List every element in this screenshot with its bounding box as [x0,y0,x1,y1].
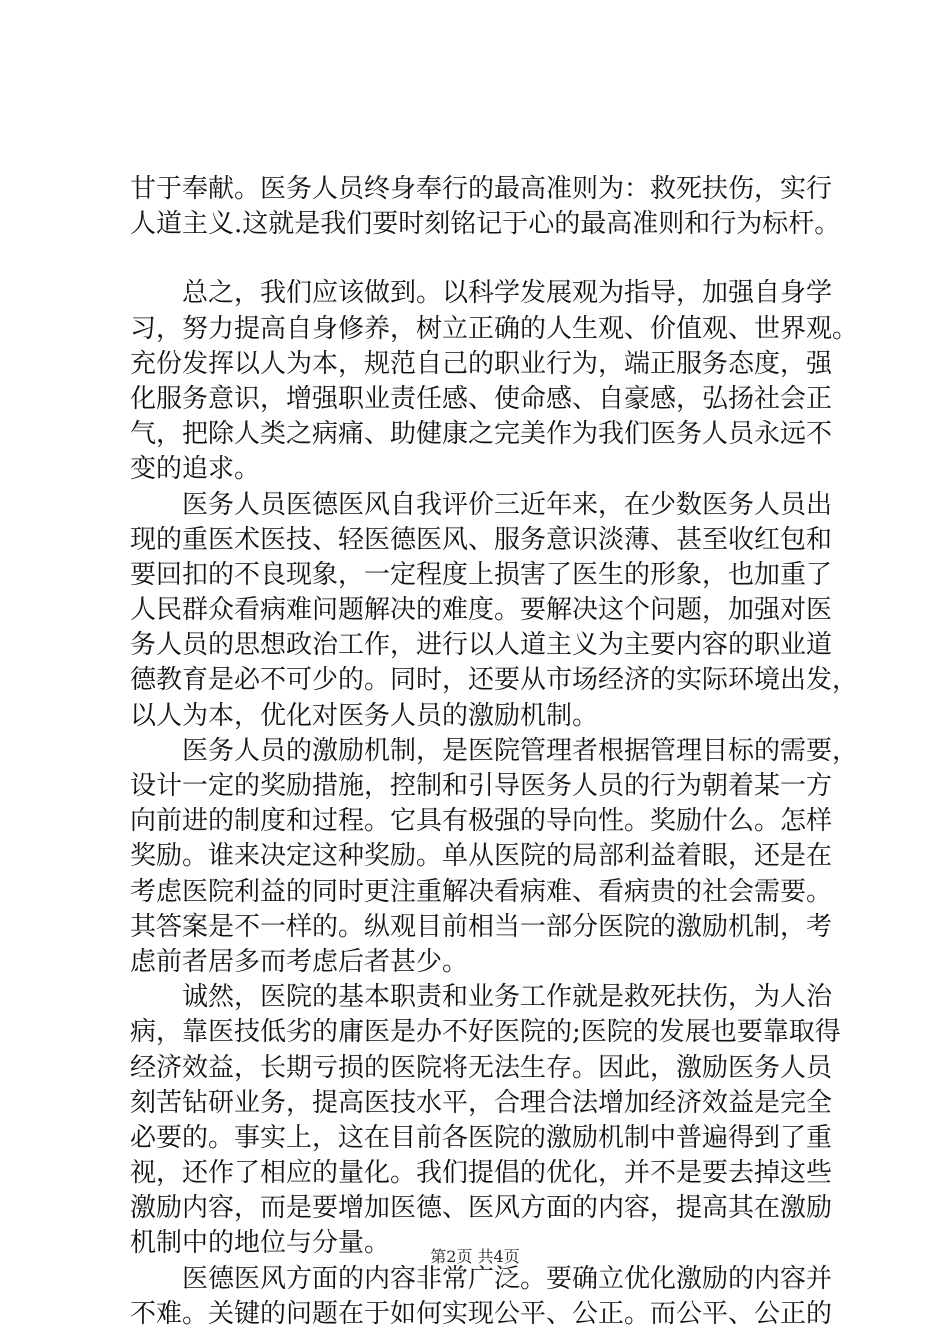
text-line: 激励内容，而是要增加医德、医风方面的内容，提高其在激励 [130,1193,833,1224]
text-line: 诚然，医院的基本职责和业务工作就是救死扶伤，为人治 [130,982,833,1013]
text-line: 充份发挥以人为本，规范自己的职业行为，端正服务态度，强 [130,348,833,379]
text-line: 气，把除人类之病痛、助健康之完美作为我们医务人员永远不 [130,419,833,450]
text-line: 要回扣的不良现象，一定程度上损害了医生的形象，也加重了 [130,559,833,590]
text-line: 病，靠医技低劣的庸医是办不好医院的;医院的发展也要靠取得 [130,1017,841,1048]
paragraph-gap [130,242,830,276]
paragraph [130,980,841,1262]
paragraph [130,734,859,980]
paragraph [130,172,841,242]
text-line: 机制中的地位与分量。 [130,1228,391,1259]
text-line: 医务人员的激励机制，是医院管理者根据管理目标的需要， [130,735,859,766]
paragraph [130,488,859,734]
text-line: 总之，我们应该做到。以科学发展观为指导，加强自身学 [130,278,833,309]
text-line: 以人为本，优化对医务人员的激励机制。 [130,700,599,731]
text-line: 医务人员医德医风自我评价三近年来，在少数医务人员出 [130,489,833,520]
text-line: 设计一定的奖励措施，控制和引导医务人员的行为朝着某一方 [130,771,833,801]
text-line: 不难。关键的问题在于如何实现公平、公正。而公平、公正的 [130,1298,833,1329]
text-line: 务人员的思想政治工作，进行以人道主义为主要内容的职业道 [130,630,833,661]
page-number-footer: 第2页 共4页 [430,1247,520,1266]
paragraph [130,1262,833,1332]
text-line: 虑前者居多而考虑后者甚少。 [130,946,469,977]
text-line: 德教育是必不可少的。同时，还要从市场经济的实际环境出发， [130,665,859,696]
text-line: 刻苦钻研业务，提高医技水平，合理合法增加经济效益是完全 [130,1087,833,1118]
paragraph [130,276,859,487]
text-line: 甘于奉献。医务人员终身奉行的最高准则为：救死扶伤，实行 [130,174,833,204]
text-line: 现的重医术医技、轻医德医风、服务意识淡薄、甚至收红包和 [130,524,833,555]
text-line: 向前进的制度和过程。它具有极强的导向性。奖励什么。怎样 [130,806,833,837]
text-line: 必要的。事实上，这在目前各医院的激励机制中普遍得到了重 [130,1122,833,1153]
text-line: 其答案是不一样的。纵观目前相当一部分医院的激励机制，考 [130,911,833,942]
document-body [130,172,859,1332]
text-line: 人道主义.这就是我们要时刻铭记于心的最高准则和行为标杆。 [130,209,841,240]
text-line: 化服务意识，增强职业责任感、使命感、自豪感，弘扬社会正 [130,383,833,414]
text-line: 考虑医院利益的同时更注重解决看病难、看病贵的社会需要。 [130,876,833,907]
text-line: 经济效益，长期亏损的医院将无法生存。因此，激励医务人员 [130,1052,833,1083]
text-line: 变的追求。 [130,454,261,485]
text-line: 视，还作了相应的量化。我们提倡的优化，并不是要去掉这些 [130,1158,833,1189]
text-line: 习，努力提高自身修养，树立正确的人生观、价值观、世界观。 [130,313,859,344]
text-line: 奖励。谁来决定这种奖励。单从医院的局部利益着眼，还是在 [130,841,833,872]
text-line: 医德医风方面的内容非常广泛。要确立优化激励的内容并 [130,1263,833,1294]
text-line: 人民群众看病难问题解决的难度。要解决这个问题，加强对医 [130,595,833,626]
